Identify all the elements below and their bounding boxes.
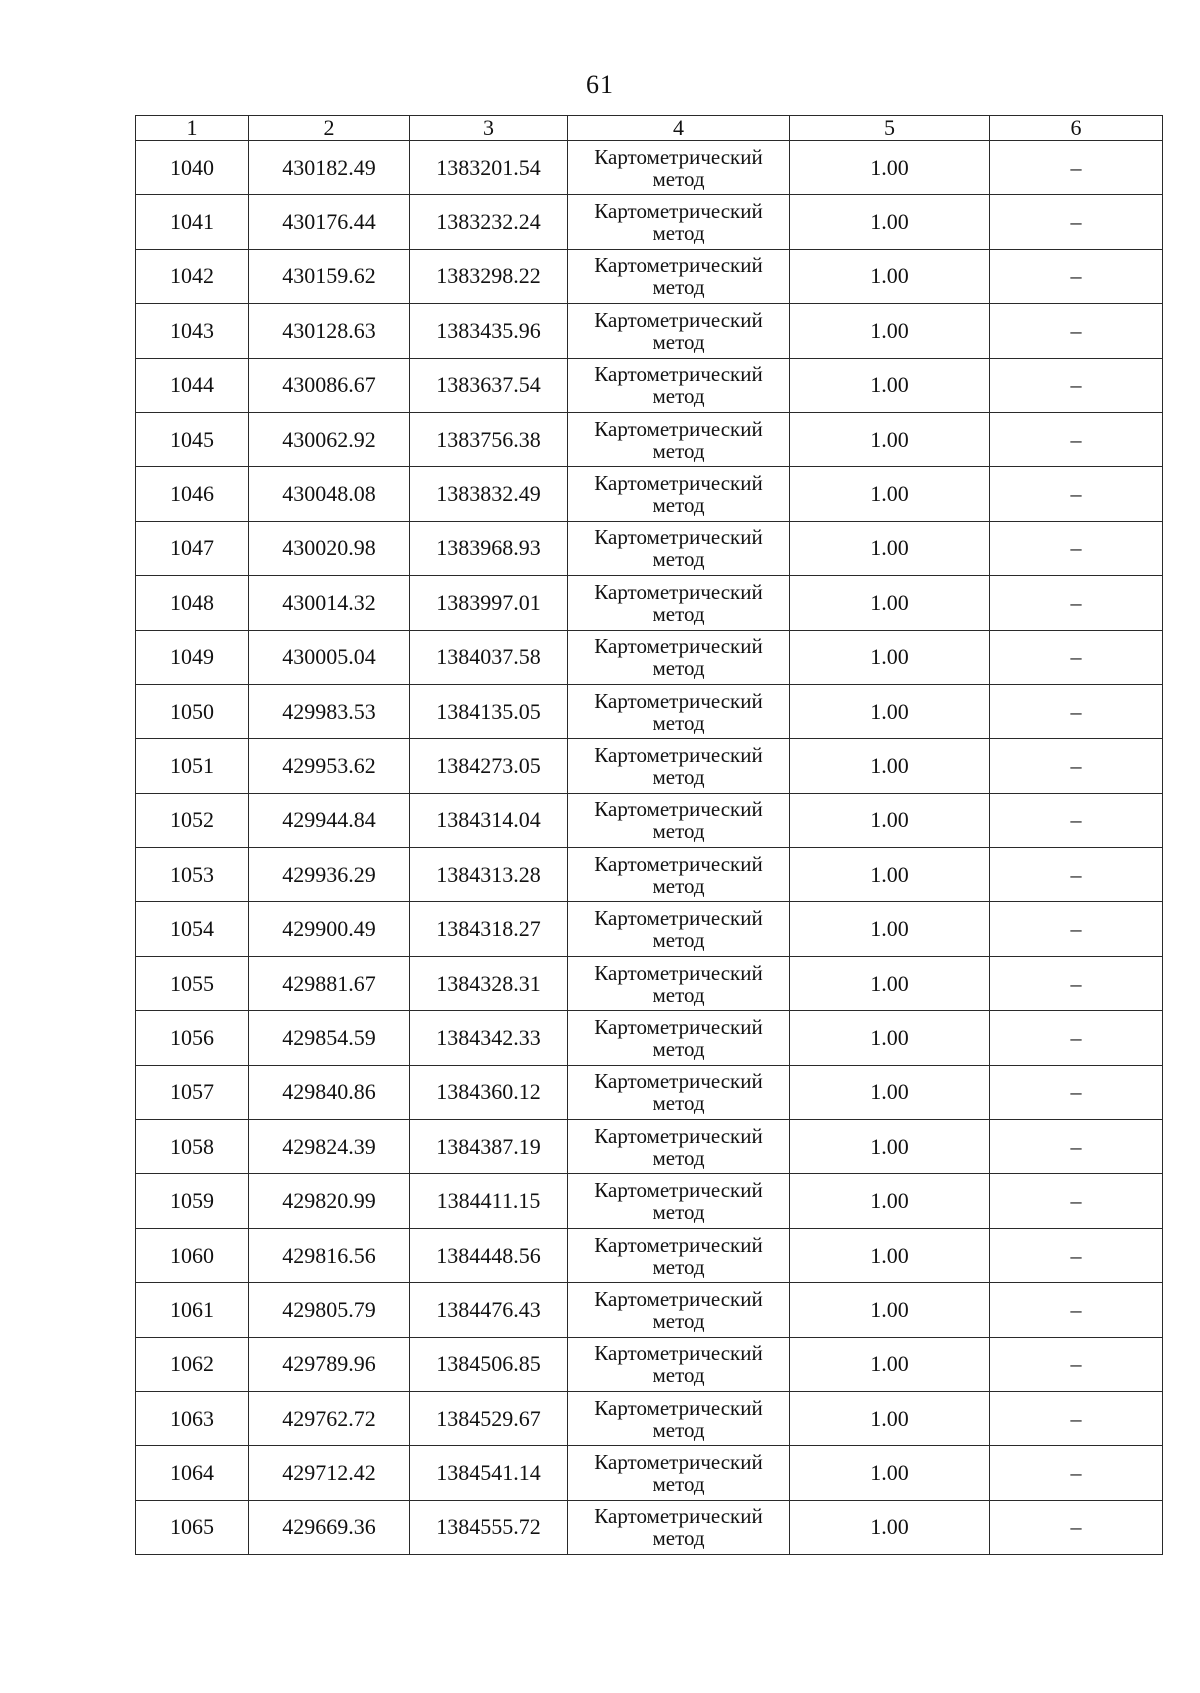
table-row bbox=[136, 1065, 1163, 1119]
y-coordinate-cell: 1384476.43 bbox=[410, 1283, 568, 1337]
precision-cell: 1.00 bbox=[790, 793, 990, 847]
note-cell: – bbox=[990, 249, 1163, 303]
y-coordinate-cell: 1383232.24 bbox=[410, 195, 568, 249]
x-coordinate-cell: 430048.08 bbox=[249, 467, 410, 521]
note-cell: – bbox=[990, 1283, 1163, 1337]
table-row bbox=[136, 739, 1163, 793]
table-row bbox=[136, 141, 1163, 195]
x-coordinate-cell: 429762.72 bbox=[249, 1391, 410, 1445]
point-number-cell: 1047 bbox=[136, 521, 249, 575]
x-coordinate-cell: 430159.62 bbox=[249, 249, 410, 303]
note-cell: – bbox=[990, 739, 1163, 793]
method-cell: Картометрический метод bbox=[568, 412, 790, 466]
table-row bbox=[136, 1174, 1163, 1228]
table-row bbox=[136, 1283, 1163, 1337]
x-coordinate-cell: 429816.56 bbox=[249, 1228, 410, 1282]
table-row bbox=[136, 848, 1163, 902]
precision-cell: 1.00 bbox=[790, 249, 990, 303]
x-coordinate-cell: 429900.49 bbox=[249, 902, 410, 956]
precision-cell: 1.00 bbox=[790, 684, 990, 738]
method-cell: Картометрический метод bbox=[568, 1446, 790, 1500]
method-cell: Картометрический метод bbox=[568, 902, 790, 956]
note-cell: – bbox=[990, 467, 1163, 521]
precision-cell: 1.00 bbox=[790, 195, 990, 249]
method-cell: Картометрический метод bbox=[568, 1065, 790, 1119]
precision-cell: 1.00 bbox=[790, 358, 990, 412]
note-cell: – bbox=[990, 1228, 1163, 1282]
precision-cell: 1.00 bbox=[790, 521, 990, 575]
point-number-cell: 1048 bbox=[136, 576, 249, 630]
x-coordinate-cell: 429789.96 bbox=[249, 1337, 410, 1391]
point-number-cell: 1053 bbox=[136, 848, 249, 902]
method-cell: Картометрический метод bbox=[568, 141, 790, 195]
x-coordinate-cell: 430020.98 bbox=[249, 521, 410, 575]
method-cell: Картометрический метод bbox=[568, 195, 790, 249]
method-cell: Картометрический метод bbox=[568, 521, 790, 575]
column-header-1: 1 bbox=[136, 116, 249, 141]
x-coordinate-cell: 429944.84 bbox=[249, 793, 410, 847]
y-coordinate-cell: 1384506.85 bbox=[410, 1337, 568, 1391]
y-coordinate-cell: 1384448.56 bbox=[410, 1228, 568, 1282]
y-coordinate-cell: 1384037.58 bbox=[410, 630, 568, 684]
x-coordinate-cell: 429854.59 bbox=[249, 1011, 410, 1065]
point-number-cell: 1059 bbox=[136, 1174, 249, 1228]
point-number-cell: 1057 bbox=[136, 1065, 249, 1119]
note-cell: – bbox=[990, 521, 1163, 575]
table-row bbox=[136, 195, 1163, 249]
point-number-cell: 1060 bbox=[136, 1228, 249, 1282]
note-cell: – bbox=[990, 793, 1163, 847]
point-number-cell: 1051 bbox=[136, 739, 249, 793]
method-cell: Картометрический метод bbox=[568, 1011, 790, 1065]
point-number-cell: 1050 bbox=[136, 684, 249, 738]
x-coordinate-cell: 429805.79 bbox=[249, 1283, 410, 1337]
x-coordinate-cell: 429983.53 bbox=[249, 684, 410, 738]
method-cell: Картометрический метод bbox=[568, 1500, 790, 1554]
note-cell: – bbox=[990, 412, 1163, 466]
note-cell: – bbox=[990, 902, 1163, 956]
x-coordinate-cell: 430176.44 bbox=[249, 195, 410, 249]
precision-cell: 1.00 bbox=[790, 141, 990, 195]
point-number-cell: 1052 bbox=[136, 793, 249, 847]
note-cell: – bbox=[990, 1500, 1163, 1554]
precision-cell: 1.00 bbox=[790, 576, 990, 630]
method-cell: Картометрический метод bbox=[568, 1391, 790, 1445]
note-cell: – bbox=[990, 141, 1163, 195]
precision-cell: 1.00 bbox=[790, 1065, 990, 1119]
table-row bbox=[136, 684, 1163, 738]
method-cell: Картометрический метод bbox=[568, 576, 790, 630]
method-cell: Картометрический метод bbox=[568, 1283, 790, 1337]
method-cell: Картометрический метод bbox=[568, 1120, 790, 1174]
x-coordinate-cell: 430128.63 bbox=[249, 304, 410, 358]
point-number-cell: 1065 bbox=[136, 1500, 249, 1554]
y-coordinate-cell: 1383298.22 bbox=[410, 249, 568, 303]
method-cell: Картометрический метод bbox=[568, 793, 790, 847]
table-row bbox=[136, 793, 1163, 847]
y-coordinate-cell: 1384529.67 bbox=[410, 1391, 568, 1445]
table-row bbox=[136, 1228, 1163, 1282]
column-header-6: 6 bbox=[990, 116, 1163, 141]
table-row bbox=[136, 1500, 1163, 1554]
note-cell: – bbox=[990, 956, 1163, 1010]
note-cell: – bbox=[990, 1011, 1163, 1065]
table-row bbox=[136, 576, 1163, 630]
column-header-5: 5 bbox=[790, 116, 990, 141]
note-cell: – bbox=[990, 1446, 1163, 1500]
x-coordinate-cell: 429881.67 bbox=[249, 956, 410, 1010]
table-row bbox=[136, 1391, 1163, 1445]
precision-cell: 1.00 bbox=[790, 902, 990, 956]
header-row bbox=[136, 116, 1163, 141]
precision-cell: 1.00 bbox=[790, 1174, 990, 1228]
y-coordinate-cell: 1384342.33 bbox=[410, 1011, 568, 1065]
table-row bbox=[136, 902, 1163, 956]
precision-cell: 1.00 bbox=[790, 1283, 990, 1337]
point-number-cell: 1043 bbox=[136, 304, 249, 358]
point-number-cell: 1049 bbox=[136, 630, 249, 684]
x-coordinate-cell: 429936.29 bbox=[249, 848, 410, 902]
table-row bbox=[136, 467, 1163, 521]
table-header bbox=[136, 116, 1163, 141]
y-coordinate-cell: 1384555.72 bbox=[410, 1500, 568, 1554]
point-number-cell: 1064 bbox=[136, 1446, 249, 1500]
table-row bbox=[136, 412, 1163, 466]
x-coordinate-cell: 430005.04 bbox=[249, 630, 410, 684]
column-header-2: 2 bbox=[249, 116, 410, 141]
note-cell: – bbox=[990, 1391, 1163, 1445]
method-cell: Картометрический метод bbox=[568, 684, 790, 738]
point-number-cell: 1061 bbox=[136, 1283, 249, 1337]
precision-cell: 1.00 bbox=[790, 1120, 990, 1174]
method-cell: Картометрический метод bbox=[568, 739, 790, 793]
method-cell: Картометрический метод bbox=[568, 1228, 790, 1282]
table-row bbox=[136, 1011, 1163, 1065]
table-row bbox=[136, 1446, 1163, 1500]
y-coordinate-cell: 1384314.04 bbox=[410, 793, 568, 847]
precision-cell: 1.00 bbox=[790, 739, 990, 793]
method-cell: Картометрический метод bbox=[568, 956, 790, 1010]
y-coordinate-cell: 1384541.14 bbox=[410, 1446, 568, 1500]
precision-cell: 1.00 bbox=[790, 848, 990, 902]
method-cell: Картометрический метод bbox=[568, 1174, 790, 1228]
method-cell: Картометрический метод bbox=[568, 304, 790, 358]
point-number-cell: 1058 bbox=[136, 1120, 249, 1174]
note-cell: – bbox=[990, 630, 1163, 684]
point-number-cell: 1046 bbox=[136, 467, 249, 521]
table-row bbox=[136, 249, 1163, 303]
point-number-cell: 1041 bbox=[136, 195, 249, 249]
table-row bbox=[136, 1120, 1163, 1174]
point-number-cell: 1044 bbox=[136, 358, 249, 412]
column-header-3: 3 bbox=[410, 116, 568, 141]
x-coordinate-cell: 429669.36 bbox=[249, 1500, 410, 1554]
y-coordinate-cell: 1384318.27 bbox=[410, 902, 568, 956]
note-cell: – bbox=[990, 1065, 1163, 1119]
method-cell: Картометрический метод bbox=[568, 630, 790, 684]
y-coordinate-cell: 1384273.05 bbox=[410, 739, 568, 793]
precision-cell: 1.00 bbox=[790, 1337, 990, 1391]
table-body bbox=[136, 141, 1163, 1555]
point-number-cell: 1063 bbox=[136, 1391, 249, 1445]
table-row bbox=[136, 1337, 1163, 1391]
point-number-cell: 1042 bbox=[136, 249, 249, 303]
y-coordinate-cell: 1384360.12 bbox=[410, 1065, 568, 1119]
precision-cell: 1.00 bbox=[790, 1500, 990, 1554]
method-cell: Картометрический метод bbox=[568, 249, 790, 303]
note-cell: – bbox=[990, 1120, 1163, 1174]
x-coordinate-cell: 429820.99 bbox=[249, 1174, 410, 1228]
y-coordinate-cell: 1384387.19 bbox=[410, 1120, 568, 1174]
note-cell: – bbox=[990, 848, 1163, 902]
precision-cell: 1.00 bbox=[790, 1446, 990, 1500]
y-coordinate-cell: 1383756.38 bbox=[410, 412, 568, 466]
y-coordinate-cell: 1383201.54 bbox=[410, 141, 568, 195]
y-coordinate-cell: 1383968.93 bbox=[410, 521, 568, 575]
x-coordinate-cell: 430062.92 bbox=[249, 412, 410, 466]
y-coordinate-cell: 1383997.01 bbox=[410, 576, 568, 630]
point-number-cell: 1040 bbox=[136, 141, 249, 195]
x-coordinate-cell: 429712.42 bbox=[249, 1446, 410, 1500]
x-coordinate-cell: 430014.32 bbox=[249, 576, 410, 630]
y-coordinate-cell: 1383637.54 bbox=[410, 358, 568, 412]
y-coordinate-cell: 1384411.15 bbox=[410, 1174, 568, 1228]
table-row bbox=[136, 956, 1163, 1010]
y-coordinate-cell: 1383832.49 bbox=[410, 467, 568, 521]
table-row bbox=[136, 304, 1163, 358]
x-coordinate-cell: 429953.62 bbox=[249, 739, 410, 793]
table-row bbox=[136, 358, 1163, 412]
precision-cell: 1.00 bbox=[790, 412, 990, 466]
column-header-4: 4 bbox=[568, 116, 790, 141]
point-number-cell: 1055 bbox=[136, 956, 249, 1010]
precision-cell: 1.00 bbox=[790, 1391, 990, 1445]
note-cell: – bbox=[990, 304, 1163, 358]
x-coordinate-cell: 429824.39 bbox=[249, 1120, 410, 1174]
point-number-cell: 1056 bbox=[136, 1011, 249, 1065]
method-cell: Картометрический метод bbox=[568, 1337, 790, 1391]
point-number-cell: 1054 bbox=[136, 902, 249, 956]
note-cell: – bbox=[990, 358, 1163, 412]
table-row bbox=[136, 630, 1163, 684]
note-cell: – bbox=[990, 684, 1163, 738]
method-cell: Картометрический метод bbox=[568, 467, 790, 521]
precision-cell: 1.00 bbox=[790, 467, 990, 521]
x-coordinate-cell: 430086.67 bbox=[249, 358, 410, 412]
note-cell: – bbox=[990, 1337, 1163, 1391]
point-number-cell: 1045 bbox=[136, 412, 249, 466]
y-coordinate-cell: 1383435.96 bbox=[410, 304, 568, 358]
x-coordinate-cell: 430182.49 bbox=[249, 141, 410, 195]
precision-cell: 1.00 bbox=[790, 630, 990, 684]
precision-cell: 1.00 bbox=[790, 956, 990, 1010]
y-coordinate-cell: 1384313.28 bbox=[410, 848, 568, 902]
method-cell: Картометрический метод bbox=[568, 848, 790, 902]
note-cell: – bbox=[990, 1174, 1163, 1228]
note-cell: – bbox=[990, 576, 1163, 630]
point-number-cell: 1062 bbox=[136, 1337, 249, 1391]
precision-cell: 1.00 bbox=[790, 1011, 990, 1065]
x-coordinate-cell: 429840.86 bbox=[249, 1065, 410, 1119]
method-cell: Картометрический метод bbox=[568, 358, 790, 412]
note-cell: – bbox=[990, 195, 1163, 249]
table-row bbox=[136, 521, 1163, 575]
page-number: 61 bbox=[586, 70, 614, 99]
coordinates-table bbox=[135, 115, 1163, 1555]
y-coordinate-cell: 1384328.31 bbox=[410, 956, 568, 1010]
precision-cell: 1.00 bbox=[790, 1228, 990, 1282]
precision-cell: 1.00 bbox=[790, 304, 990, 358]
y-coordinate-cell: 1384135.05 bbox=[410, 684, 568, 738]
